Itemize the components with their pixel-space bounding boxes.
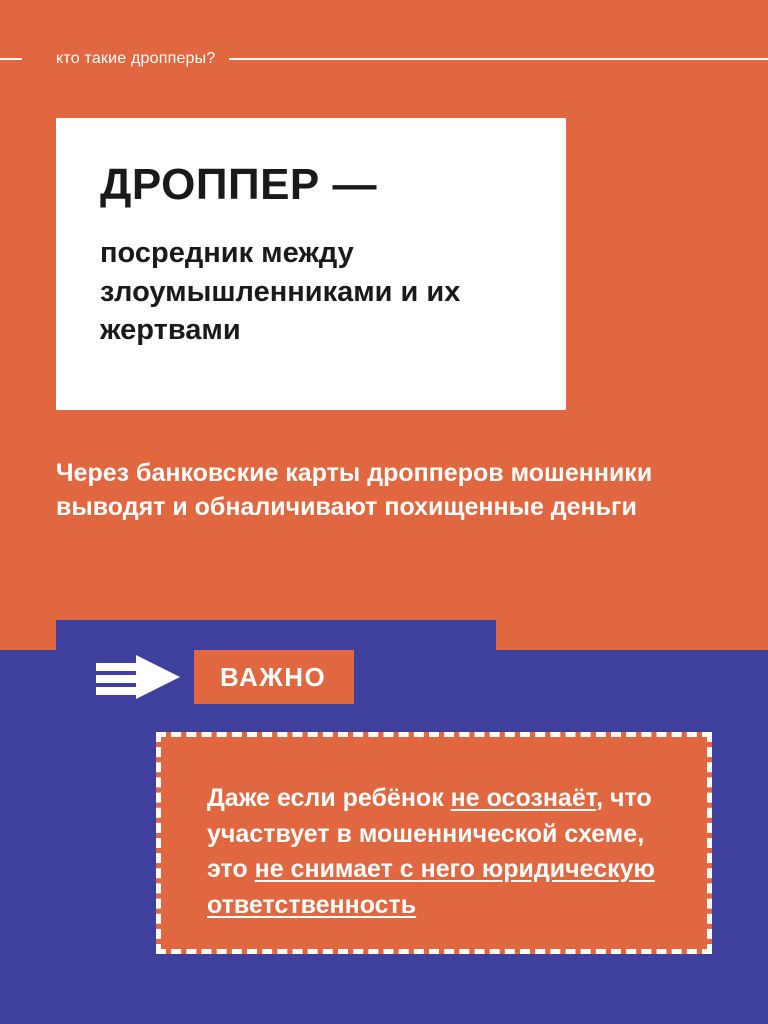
important-row	[96, 650, 354, 704]
definition-title: ДРОППЕР —	[100, 160, 378, 209]
definition-body: посредник между злоумышленниками и их жертвами	[100, 237, 461, 347]
blue-panel-notch	[56, 620, 496, 654]
warning-box	[156, 732, 712, 954]
header	[0, 44, 768, 74]
warning-text-part2: , что участвует в мошеннической схеме, это	[207, 784, 652, 883]
important-badge: ВАЖНО	[194, 650, 354, 704]
header-label: кто такие дропперы?	[56, 50, 216, 67]
header-rule-left	[0, 58, 22, 60]
warning-text	[207, 781, 677, 923]
warning-underline-1: не осознаёт	[450, 784, 597, 812]
warning-text-part1: Даже если ребёнок	[207, 784, 451, 812]
warning-underline-2: не снимает с него юридическую ответственность	[207, 855, 655, 919]
lead-paragraph: Через банковские карты дропперов мошенники выводят и обналичивают похищенные деньги	[56, 459, 653, 522]
arrow-right-icon	[96, 655, 180, 699]
header-rule-right	[229, 58, 768, 60]
arrow-head	[136, 655, 180, 699]
definition-card	[56, 118, 566, 410]
